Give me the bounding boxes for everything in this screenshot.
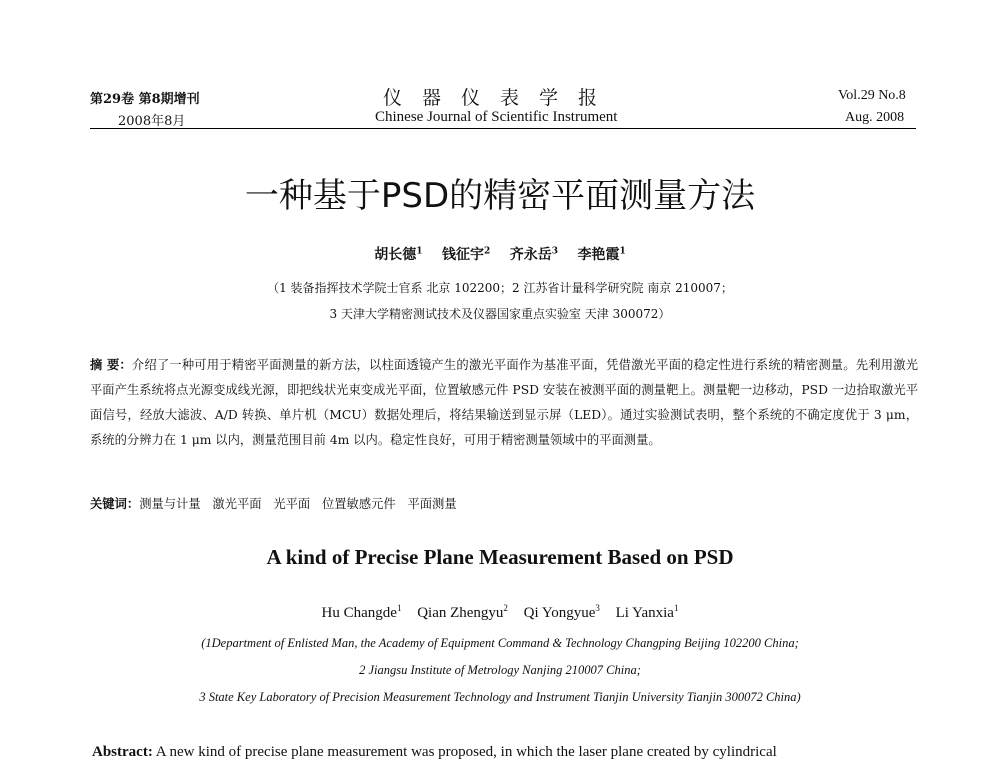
volume-issue-en: Vol.29 No.8 [838,88,906,103]
affiliation-en-line-2: 2 Jiangsu Institute of Metrology Nanjing 210007 China; [359,663,641,677]
author-en: Hu Changde$^1$ [321,603,402,621]
authors-cn [0,244,1000,264]
author-cn: 胡长德$^1$ [374,246,423,263]
paper-title-en: A kind of Precise Plane Measurement Based on PSD [266,545,734,569]
author-cn: 钱征宇$^2$ [441,246,491,263]
date-en: Aug. 2008 [845,110,905,125]
volume-issue-cn: 第29卷 第8期增刊 [90,92,200,107]
keywords-cn [90,494,457,512]
abstract-en-text: A new kind of precise plane measurement was proposed, in which the laser plane created by cylindrical [152,744,777,760]
abstract-cn [90,352,918,453]
author-en: Qian Zhengyu$^2$ [417,603,508,621]
abstract-en [92,744,777,761]
journal-title-en: Chinese Journal of Scientific Instrument [375,109,618,125]
keywords-cn-label: 关键词： [90,496,140,511]
abstract-en-label: Abstract: [92,744,153,760]
abstract-cn-label: 摘 要： [90,357,132,372]
header-rule [90,128,916,129]
journal-title-cn: 仪器仪表学报 [383,87,618,109]
author-cn: 齐永岳$^3$ [509,246,559,263]
affiliation-en-line-1: (1Department of Enlisted Man, the Academy of Equipment Command & Technology Changping Beijing 102200 China; [201,636,799,650]
date-cn: 2008年8月 [118,114,186,129]
author-en: Li Yanxia$^1$ [615,603,679,621]
affiliation-cn-line-2: 3 天津大学精密测试技术及仪器国家重点实验室 天津 300072） [329,307,671,321]
abstract-cn-text: 介绍了一种可用于精密平面测量的新方法，以柱面透镜产生的激光平面作为基准平面，凭借激光平面的稳定性进行系统的精密测量。先利用激光平面产生系统将点光源变成线光源，即把线状光束变成光平面，位置敏感元件 PSD 安装在被测平面的测量靶上。测量靶一边移动，PSD 一边拾取激光平面信号，经放大滤波、A/D 转换、单片机（MCU）数据处理后，将结果输送到显示屏（LED）。通过实验测试表明，整个系统的不确定度优于 3 μm，系统的分辨力在 1 μm 以内，测量范围目前 4m 以内。稳定性良好，可用于精密测量领域中的平面测量。 [90,358,918,447]
author-cn: 李艳霞$^1$ [577,246,626,263]
affiliation-cn-line-1: （1 装备指挥技术学院士官系 北京 102200；2 江苏省计量科学研究院 南京 210007； [267,281,733,295]
keywords-cn-text: 测量与计量 激光平面 光平面 位置敏感元件 平面测量 [139,497,457,511]
affiliation-en-line-3: 3 State Key Laboratory of Precision Measurement Technology and Instrument Tianjin University Tianjin 300072 China) [199,690,801,704]
author-en: Qi Yongyue$^3$ [523,603,600,621]
paper-title-cn: 一种基于PSD的精密平面测量方法 [244,176,756,216]
authors-en [0,603,1000,622]
